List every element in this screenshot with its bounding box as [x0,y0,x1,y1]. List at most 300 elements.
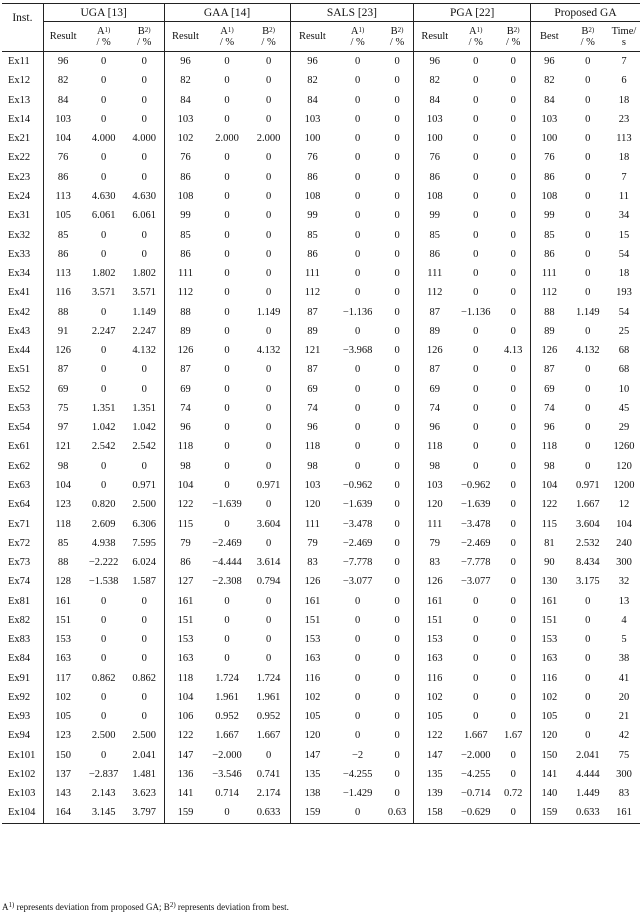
table-row [2,726,640,745]
instance-cell: Ex12 [8,75,31,87]
table-cell: 0 [394,345,400,357]
table-cell: 111 [414,514,455,533]
table-row [2,91,640,110]
table-cell: 0 [224,634,230,646]
table-cell: 0 [224,364,230,376]
table-cell: 0.741 [256,768,281,780]
table-cell: 2.500 [132,499,156,511]
table-cell: 118 [164,437,206,456]
column-header [530,22,567,52]
table-cell: −2.222 [88,557,119,569]
table-cell: 0 [510,56,516,68]
table-cell: 0.971 [256,479,281,491]
table-row [2,360,640,379]
table-cell: 0 [265,441,272,453]
table-cell: 7.595 [132,537,156,549]
table-row [2,148,640,167]
table-cell: 0 [585,210,591,222]
table-cell: 0 [394,711,400,723]
table-cell: 0 [101,94,107,106]
table-cell: 90 [530,553,567,572]
table-cell: 103 [414,476,455,495]
table-cell: 115 [164,514,206,533]
table-cell: 87 [290,302,334,321]
table-cell: 82 [43,71,82,90]
table-cell: 1.481 [132,768,156,780]
group-header-4: PGA [22] [414,4,531,22]
table-cell: 153 [290,630,334,649]
table-cell: 2.500 [132,730,156,742]
table-cell: 0 [394,537,400,549]
table-cell: 7 [621,171,627,183]
table-cell: 86 [414,168,455,187]
table-cell: 0 [224,518,230,530]
table-cell: 98 [530,457,567,476]
table-cell: 96 [164,418,206,437]
table-cell: 1.802 [91,268,116,280]
table-cell: 135 [414,765,455,784]
table-cell: 112 [164,283,206,302]
table-cell: 85 [414,225,455,244]
table-header [2,4,640,52]
table-cell: 0 [354,460,361,472]
table-cell: 0 [510,268,516,280]
table-cell: 0 [585,730,591,742]
table-cell: 85 [43,225,82,244]
table-cell: 86 [164,245,206,264]
table-cell: 21 [618,711,630,723]
table-cell: 0 [394,171,400,183]
table-cell: 87 [164,360,206,379]
table-cell: 111 [414,264,455,283]
table-cell: 0 [510,595,516,607]
table-cell: 83 [618,788,630,800]
table-cell: 74 [530,399,567,418]
table-cell: 0 [265,364,272,376]
table-cell: 0 [473,441,479,453]
table-cell: 0 [394,499,400,511]
table-cell: 0 [585,152,591,164]
instance-cell: Ex41 [8,287,31,299]
table-cell: 0 [101,113,107,125]
table-cell: 103 [43,110,82,129]
table-cell: 0 [510,402,516,414]
instance-cell: Ex93 [8,711,31,723]
column-header-unit: / % [506,36,521,48]
table-cell: 18 [618,94,630,106]
table-cell: −0.714 [460,788,491,800]
table-cell: 163 [43,649,82,668]
table-cell: 122 [530,495,567,514]
table-cell: 2.143 [91,788,116,800]
table-cell: 153 [530,630,567,649]
table-cell: 69 [43,380,82,399]
table-cell: 86 [164,553,206,572]
table-cell: 88 [164,302,206,321]
table-cell: 0 [354,268,361,280]
instance-cell: Ex64 [8,499,31,511]
instance-cell: Ex103 [8,788,36,800]
table-row [2,476,640,495]
table-cell: 123 [43,726,82,745]
table-cell: 0 [224,248,230,260]
table-cell: 0 [510,749,516,761]
table-cell: 0 [510,306,516,318]
table-row [2,399,640,418]
column-header-label: B [137,25,145,37]
table-row [2,707,640,726]
table-cell: 2.000 [256,133,281,145]
table-cell: 118 [290,437,334,456]
table-cell: 13 [618,595,630,607]
table-cell: 150 [530,746,567,765]
table-cell: 126 [43,341,82,360]
table-row [2,225,640,244]
table-cell: 96 [414,418,455,437]
table-cell: 34 [618,210,630,222]
table-cell: 29 [618,422,630,434]
table-cell: 0.63 [387,807,407,819]
instance-cell: Ex33 [8,248,31,260]
table-cell: 161 [290,591,334,610]
table-row [2,746,640,765]
table-cell: 123 [43,495,82,514]
table-cell: 105 [290,707,334,726]
table-cell: 96 [290,418,334,437]
table-cell: 0 [265,383,272,395]
table-row [2,380,640,399]
column-header [43,22,82,52]
table-cell: 84 [414,91,455,110]
table-cell: 0 [101,229,107,241]
footnote-sup-1: 1) [8,901,15,909]
table-cell: −2.308 [212,576,242,588]
table-cell: 0.952 [256,711,281,723]
table-cell: 0 [101,383,107,395]
table-cell: 108 [290,187,334,206]
table-cell: 141 [164,784,206,803]
table-cell: 0 [224,152,230,164]
table-cell: 1.042 [91,422,116,434]
table-cell: 2.174 [256,788,281,800]
column-header [206,22,247,52]
table-cell: 147 [164,746,206,765]
table-cell: 105 [43,707,82,726]
table-cell: 0 [585,268,591,280]
table-cell: 32 [618,576,630,588]
column-header-unit: / % [137,36,152,48]
table-row [2,168,640,187]
table-cell: 116 [43,283,82,302]
table-cell: 96 [530,52,567,72]
table-cell: 0 [473,460,479,472]
column-header-sup: 1) [104,25,111,34]
instance-cell: Ex62 [8,460,31,472]
table-cell: 84 [164,91,206,110]
table-cell: 104 [164,476,206,495]
table-cell: 1.67 [504,730,523,742]
table-cell: 7 [621,56,627,68]
table-cell: 0 [510,210,516,222]
table-cell: 79 [290,534,334,553]
table-cell: 153 [43,630,82,649]
table-cell: 103 [290,110,334,129]
table-cell: 0 [473,653,479,665]
table-cell: 0 [473,364,479,376]
table-cell: 0 [265,749,272,761]
table-cell: 89 [164,322,206,341]
table-cell: 161 [43,591,82,610]
table-cell: 99 [164,206,206,225]
table-cell: 79 [164,534,206,553]
table-cell: 0 [394,190,400,202]
table-row [2,514,640,533]
table-cell: 0 [585,229,591,241]
table-cell: 0 [510,499,516,511]
column-header-label: A [350,25,359,37]
table-cell: 0 [354,383,361,395]
table-cell: 0 [473,94,479,106]
table-cell: 6.061 [91,210,116,222]
column-header-unit: s [621,36,626,48]
table-cell: 0.714 [215,788,239,800]
column-header-unit: / % [96,36,111,48]
table-cell: 0 [354,691,361,703]
column-header-label: Result [299,31,326,42]
table-cell: −3.546 [212,768,242,780]
table-row [2,534,640,553]
table-cell: 0 [101,345,107,357]
table-cell: 0 [585,113,591,125]
table-cell: 0 [394,768,400,780]
column-header-label: B [581,25,589,37]
column-header-sup: 2) [397,25,404,34]
table-cell: 0 [473,422,479,434]
table-cell: 138 [290,784,334,803]
table-cell: 136 [164,765,206,784]
table-cell: 25 [618,325,630,337]
table-cell: 118 [43,514,82,533]
table-cell: −2.000 [460,749,491,761]
column-header-unit: / % [580,36,595,48]
table-cell: 108 [164,187,206,206]
table-cell: 88 [43,553,82,572]
table-cell: −2.469 [212,537,242,549]
table-cell: 0 [141,383,147,395]
table-cell: 74 [290,399,334,418]
table-cell: 0 [354,634,361,646]
table-cell: 0.952 [215,711,239,723]
table-cell: 0 [265,422,272,434]
table-cell: 74 [164,399,206,418]
instance-cell: Ex52 [8,383,31,395]
table-cell: 0 [224,56,230,68]
table-cell: 0 [473,325,479,337]
table-cell: 4.132 [132,345,156,357]
table-cell: 0 [101,460,107,472]
column-header-label: B [390,25,398,37]
table-cell: 0 [394,518,400,530]
instance-cell: Ex23 [8,171,31,183]
column-header-label: B [262,25,270,37]
table-cell: 99 [290,206,334,225]
table-cell: 0 [265,325,272,337]
table-cell: 0 [510,287,516,299]
table-cell: 0 [394,614,400,626]
table-cell: 76 [530,148,567,167]
table-cell: 137 [43,765,82,784]
table-cell: −2.000 [212,749,242,761]
instance-cell: Ex24 [8,190,31,202]
instance-cell: Ex44 [8,345,31,357]
table-cell: 82 [414,71,455,90]
column-header-label: A [96,25,105,37]
instance-cell: Ex94 [8,730,31,742]
table-cell: 0 [354,56,361,68]
table-cell: 6.061 [132,210,156,222]
table-cell: 147 [414,746,455,765]
table-cell: 161 [414,591,455,610]
table-cell: 122 [164,495,206,514]
instance-cell: Ex21 [8,133,31,145]
table-cell: 0 [394,248,400,260]
table-cell: 1260 [613,441,635,453]
column-header-unit: / % [389,36,405,48]
table-cell: 2.041 [575,749,600,761]
table-cell: 0 [354,364,361,376]
table-cell: 3.614 [256,557,281,569]
table-cell: 117 [43,669,82,688]
table-cell: 0 [394,653,400,665]
table-cell: 0.971 [575,479,600,491]
table-cell: 0 [585,653,591,665]
table-row [2,245,640,264]
table-row [2,784,640,803]
table-cell: 300 [616,557,632,569]
table-cell: 112 [414,283,455,302]
table-cell: 2.000 [215,133,239,145]
table-cell: 0 [585,325,591,337]
footnote-lead: A [2,902,9,912]
table-cell: 0 [265,113,272,125]
table-cell: 68 [618,364,630,376]
column-header-label: Best [539,31,559,42]
table-cell: 0 [394,75,400,87]
table-cell: 0 [510,518,516,530]
table-cell: 0 [510,152,516,164]
table-cell: 1.667 [575,499,600,511]
table-cell: 0 [473,711,479,723]
table-cell: 0 [585,56,591,68]
table-cell: 126 [290,572,334,591]
table-cell: 85 [290,225,334,244]
table-cell: 86 [290,245,334,264]
instance-cell: Ex53 [8,402,31,414]
table-cell: 0 [224,210,230,222]
table-cell: 102 [290,688,334,707]
column-header-sup: 2) [513,25,520,34]
table-row [2,129,640,148]
instance-cell: Ex22 [8,152,31,164]
table-cell: 82 [164,71,206,90]
table-cell: 0 [141,229,147,241]
table-cell: 0 [473,152,479,164]
table-cell: 2.542 [132,441,156,453]
table-cell: 1.724 [256,672,281,684]
table-cell: 0 [224,287,230,299]
table-cell: 0 [394,402,400,414]
table-cell: 0 [585,402,591,414]
table-cell: 38 [618,653,630,665]
table-row [2,187,640,206]
table-cell: 1.667 [215,730,239,742]
table-cell: 1.587 [132,576,156,588]
table-cell: 0 [510,133,516,145]
table-cell: 0 [354,595,361,607]
table-cell: 20 [618,691,630,703]
table-cell: 0 [354,653,361,665]
table-cell: 76 [43,148,82,167]
table-cell: 0 [265,229,272,241]
table-cell: 0 [585,190,591,202]
table-cell: 150 [43,746,82,765]
table-cell: 87 [414,360,455,379]
table-cell: 81 [530,534,567,553]
table-cell: 104 [616,518,632,530]
table-cell: 96 [43,52,82,72]
table-cell: 151 [290,611,334,630]
table-cell: 0 [101,691,107,703]
table-cell: 0 [585,171,591,183]
table-cell: 164 [43,803,82,823]
table-cell: 1.961 [215,691,239,703]
table-cell: 98 [414,457,455,476]
table-cell: 102 [164,129,206,148]
table-cell: −7.778 [342,557,373,569]
table-row [2,630,640,649]
table-cell: 0 [354,730,361,742]
table-cell: 1.351 [132,402,156,414]
table-cell: 1.667 [463,730,488,742]
table-cell: 6.306 [132,518,156,530]
table-cell: 98 [43,457,82,476]
table-cell: −1.639 [212,499,242,511]
table-cell: −3.478 [342,518,373,530]
instance-cell: Ex13 [8,94,31,106]
table-cell: 0 [141,94,147,106]
group-header-2: GAA [14] [164,4,290,22]
table-row [2,572,640,591]
table-cell: 120 [616,460,632,472]
table-cell: 0 [101,75,107,87]
table-cell: 23 [618,113,630,125]
instance-cell: Ex91 [8,672,31,684]
table-cell: 151 [414,611,455,630]
table-cell: 0 [265,614,272,626]
table-cell: 0 [394,133,400,145]
table-cell: 102 [43,688,82,707]
column-header-label: Result [172,31,199,42]
table-cell: 163 [290,649,334,668]
column-header-sup: 2) [269,25,275,34]
table-cell: 0 [394,479,400,491]
table-cell: 96 [414,52,455,72]
table-cell: 0 [394,595,400,607]
table-row [2,322,640,341]
table-cell: 0 [394,383,400,395]
table-cell: 0 [394,94,400,106]
table-cell: 0 [394,557,400,569]
